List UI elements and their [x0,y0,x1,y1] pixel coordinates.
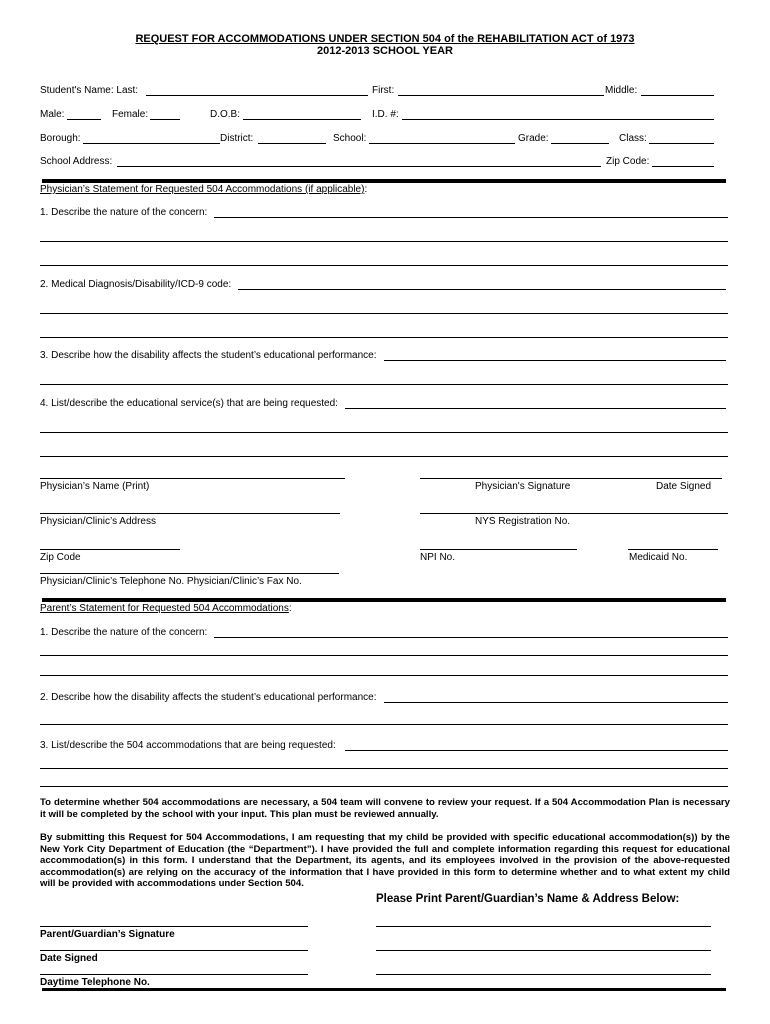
physician-q4-line[interactable] [40,456,728,457]
consent-statement-paragraph: By submitting this Request for 504 Accommodations, I am requesting that my child be provided with specific educational accommodation(s)) by the New York City Department of Education (the “Department”). I have provided the full and complete information regarding this request for educational accommodation(s) in this form. I understand that the Department, its agents, and its employees involved in the provision of the above-requested accommodation(s) are relying on the accuracy of the information that I have provided in this form to determine whether and to what extent my child will be provided with accommodations under Section 504. [40,832,730,890]
npi-label: NPI No. [420,552,456,563]
physician-phone-fax-label: Physician/Clinic’s Telephone No. Physician/Clinic’s Fax No. [40,576,302,587]
female-field[interactable] [150,119,180,120]
physician-q1-label: 1. Describe the nature of the concern: [40,207,208,218]
physician-date-signed-label: Date Signed [656,481,712,492]
physician-q1-line[interactable] [40,265,728,266]
class-label: Class: [619,133,647,144]
zip-code-label: Zip Code: [606,156,650,167]
bottom-divider [42,988,726,991]
parent-q2-line[interactable] [40,724,728,725]
dob-label: D.O.B: [210,109,241,120]
class-field[interactable] [649,143,714,144]
medicaid-label: Medicaid No. [629,552,688,563]
parent-q2-field[interactable] [384,702,728,703]
physician-signature-label: Physician's Signature [475,481,571,492]
parent-address-field[interactable] [376,950,711,951]
female-label: Female: [112,109,149,120]
print-name-instruction: Please Print Parent/Guardian’s Name & Address Below: [376,893,680,905]
parent-signature-label: Parent/Guardian’s Signature [40,929,175,940]
physician-zip-field[interactable] [40,549,180,550]
physician-address-field[interactable] [40,513,340,514]
physician-q3-line[interactable] [40,384,728,385]
physician-q2-line[interactable] [40,313,728,314]
id-label: I.D. #: [372,109,399,120]
section-divider [42,598,726,602]
school-address-label: School Address: [40,156,113,167]
physician-q3-field[interactable] [384,360,726,361]
parent-signature-field[interactable] [40,926,308,927]
physician-q1-field[interactable] [214,217,728,218]
parent-date-signed-field[interactable] [40,950,308,951]
parent-q2-label: 2. Describe how the disability affects the student’s educational performance: [40,692,377,703]
physician-zip-label: Zip Code [40,552,81,563]
student-middle-name-label: Middle: [605,85,638,96]
school-label: School: [333,133,367,144]
medicaid-field[interactable] [628,549,718,550]
parent-q3-field[interactable] [345,750,728,751]
nys-registration-field[interactable] [420,513,728,514]
physician-q4-line[interactable] [40,432,728,433]
physician-q2-label: 2. Medical Diagnosis/Disability/ICD-9 code: [40,279,232,290]
student-last-name-label: Student's Name: Last: [40,85,139,96]
physician-name-label: Physician’s Name (Print) [40,481,150,492]
borough-label: Borough: [40,133,81,144]
physician-signature-field[interactable] [420,478,722,479]
physician-q4-label: 4. List/describe the educational service(s) that are being requested: [40,398,338,409]
student-first-name-field[interactable] [398,95,604,96]
school-field[interactable] [369,143,515,144]
id-field[interactable] [402,119,714,120]
nys-registration-label: NYS Registration No. [475,516,571,527]
daytime-phone-field[interactable] [40,974,308,975]
npi-field[interactable] [420,549,577,550]
physician-phone-fax-field[interactable] [40,573,339,574]
zip-code-field[interactable] [652,166,714,167]
parent-q3-line[interactable] [40,786,728,787]
student-middle-name-field[interactable] [641,95,714,96]
parent-date-signed-label: Date Signed [40,953,98,964]
grade-label: Grade: [518,133,549,144]
dob-field[interactable] [243,119,361,120]
parent-name-field[interactable] [376,926,711,927]
form-title: REQUEST FOR ACCOMMODATIONS UNDER SECTION 504 of the REHABILITATION ACT of 1973 [135,33,635,45]
physician-section-heading: Physician’s Statement for Requested 504 Accommodations (if applicable): [40,184,368,195]
parent-q1-label: 1. Describe the nature of the concern: [40,627,208,638]
district-label: District: [220,133,254,144]
section-divider [42,179,726,183]
school-address-field[interactable] [117,166,601,167]
parent-q1-field[interactable] [214,637,728,638]
form-subtitle: 2012-2013 SCHOOL YEAR [317,45,453,57]
parent-q1-line[interactable] [40,675,728,676]
parent-address-field-2[interactable] [376,974,711,975]
student-first-name-label: First: [372,85,395,96]
parent-q1-line[interactable] [40,655,728,656]
parent-q3-line[interactable] [40,768,728,769]
physician-q4-field[interactable] [345,408,726,409]
physician-name-field[interactable] [40,478,345,479]
male-field[interactable] [67,119,101,120]
student-last-name-field[interactable] [146,95,368,96]
district-field[interactable] [258,143,326,144]
physician-q2-field[interactable] [238,289,726,290]
review-notice-paragraph: To determine whether 504 accommodations are necessary, a 504 team will convene to review your request. If a 504 Accommodation Plan is necessary it will be completed by the school with your input. This plan must be reviewed annually. [40,797,730,820]
borough-field[interactable] [83,143,220,144]
parent-section-heading: Parent’s Statement for Requested 504 Accommodations: [40,603,292,614]
male-label: Male: [40,109,65,120]
parent-q3-label: 3. List/describe the 504 accommodations that are being requested: [40,740,336,751]
daytime-phone-label: Daytime Telephone No. [40,977,150,988]
physician-q2-line[interactable] [40,337,728,338]
physician-address-label: Physician/Clinic’s Address [40,516,156,527]
physician-q3-label: 3. Describe how the disability affects the student’s educational performance: [40,350,377,361]
physician-q1-line[interactable] [40,241,728,242]
grade-field[interactable] [551,143,609,144]
